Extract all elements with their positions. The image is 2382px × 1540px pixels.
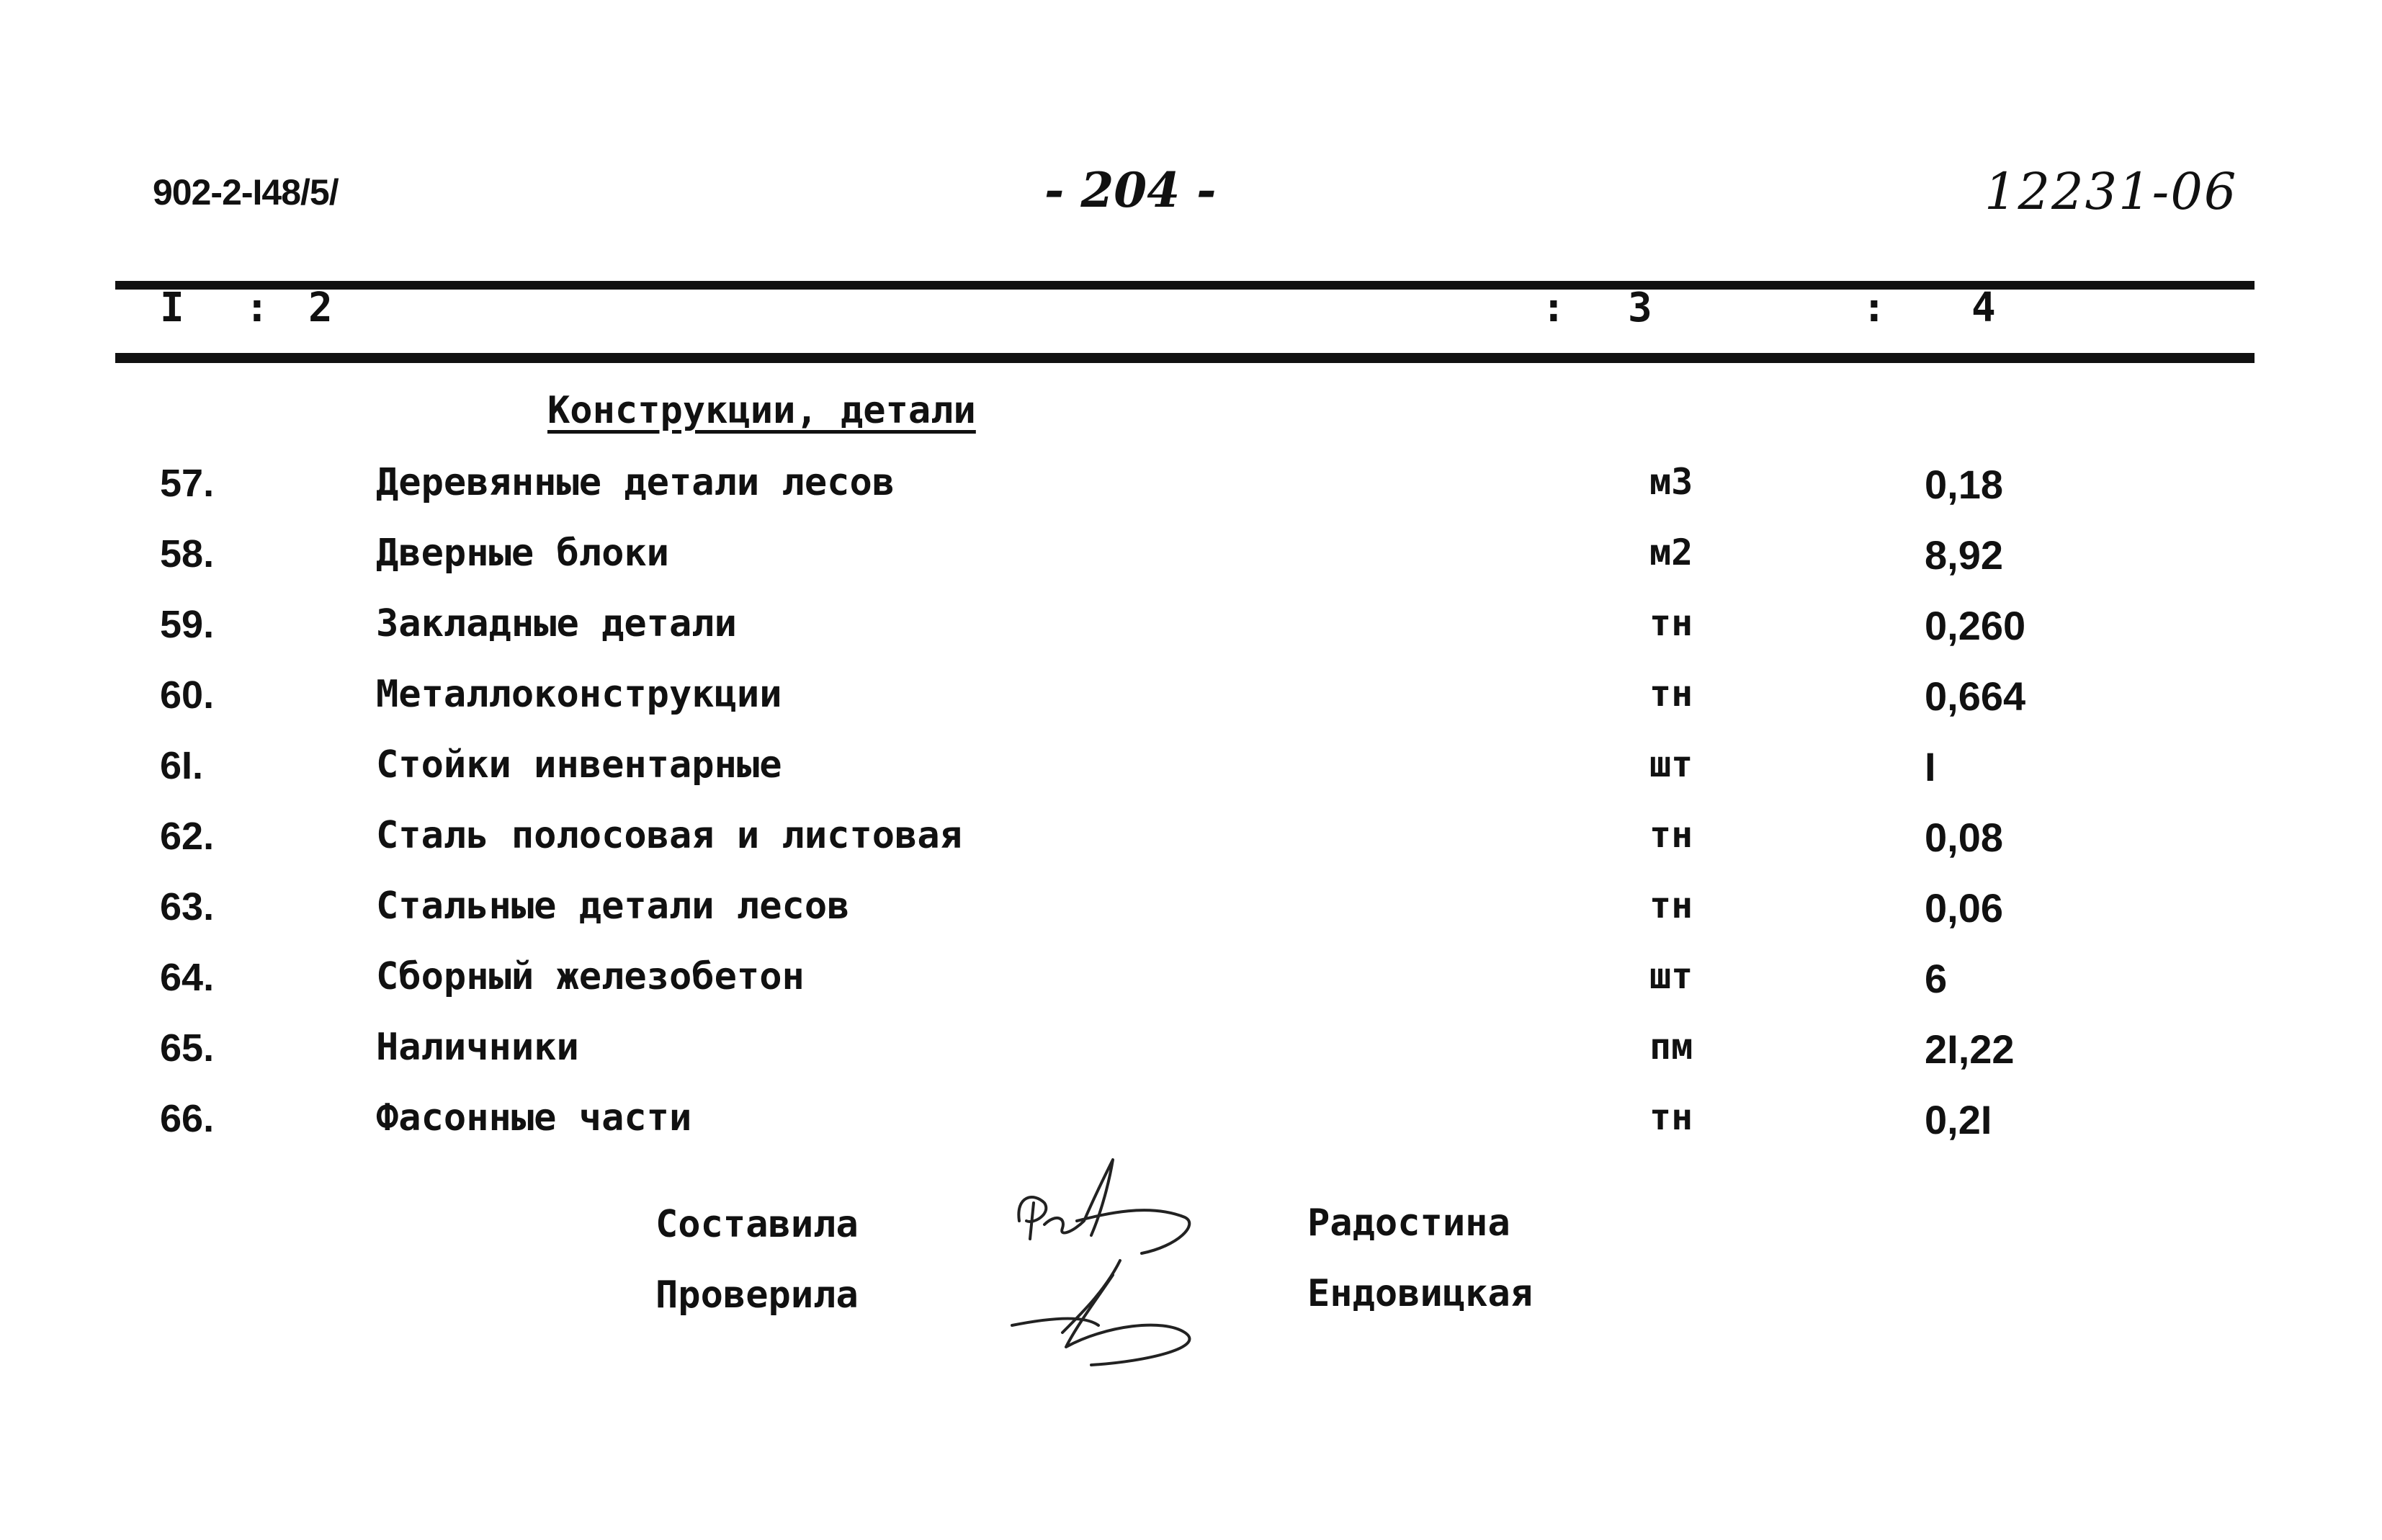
row-item-name: Стойки инвентарные bbox=[376, 743, 782, 787]
row-number: 6I. bbox=[160, 744, 204, 787]
row-item-name: Наличники bbox=[376, 1026, 579, 1069]
row-number: 60. bbox=[160, 673, 215, 717]
row-quantity: 0,664 bbox=[1925, 673, 2026, 719]
row-number: 62. bbox=[160, 815, 215, 858]
row-number: 59. bbox=[160, 603, 215, 646]
column-header-2: 2 bbox=[308, 285, 333, 331]
row-quantity: 0,2I bbox=[1925, 1097, 1992, 1142]
table-row bbox=[0, 743, 2382, 814]
column-separator: : bbox=[245, 285, 269, 331]
column-header-1: I bbox=[160, 285, 184, 331]
checked-by-label: Проверила bbox=[655, 1273, 859, 1317]
table-row bbox=[0, 673, 2382, 743]
row-unit: пм bbox=[1649, 1026, 1693, 1067]
row-unit: тн bbox=[1649, 814, 1693, 856]
row-quantity: 0,260 bbox=[1925, 603, 2026, 648]
row-number: 64. bbox=[160, 956, 215, 999]
table-row bbox=[0, 602, 2382, 673]
row-unit: тн bbox=[1649, 1096, 1693, 1138]
row-item-name: Фасонные части bbox=[376, 1096, 692, 1140]
row-quantity: 6 bbox=[1925, 956, 1948, 1001]
row-number: 65. bbox=[160, 1026, 215, 1070]
header-rule-top bbox=[115, 281, 2255, 290]
column-separator: : bbox=[1541, 285, 1566, 331]
column-header-4: 4 bbox=[1971, 285, 1996, 331]
header-rule-bottom bbox=[115, 353, 2255, 363]
row-item-name: Сталь полосовая и листовая bbox=[376, 814, 962, 857]
compiled-by-label: Составила bbox=[655, 1203, 859, 1246]
row-item-name: Металлоконструкции bbox=[376, 673, 782, 716]
table-row bbox=[0, 885, 2382, 955]
row-unit: шт bbox=[1649, 955, 1693, 997]
row-item-name: Дверные блоки bbox=[376, 532, 669, 575]
row-unit: м3 bbox=[1649, 461, 1693, 503]
page-number: - 204 - bbox=[1044, 162, 1217, 218]
row-item-name: Деревянные детали лесов bbox=[376, 461, 895, 504]
row-unit: тн bbox=[1649, 885, 1693, 926]
table-row bbox=[0, 814, 2382, 885]
row-quantity: 2I,22 bbox=[1925, 1026, 2015, 1072]
row-number: 57. bbox=[160, 462, 215, 505]
archive-number: 12231-06 bbox=[1984, 162, 2238, 221]
row-unit: шт bbox=[1649, 743, 1693, 785]
compiled-by-name: Радостина bbox=[1307, 1201, 1510, 1245]
row-unit: тн bbox=[1649, 602, 1693, 644]
section-title: Конструкции, детали bbox=[547, 389, 976, 432]
row-number: 58. bbox=[160, 532, 215, 576]
row-quantity: 0,18 bbox=[1925, 462, 2003, 507]
document-code: 902-2-I48/5/ bbox=[153, 172, 339, 212]
table-row bbox=[0, 955, 2382, 1026]
row-quantity: 0,06 bbox=[1925, 885, 2003, 931]
row-item-name: Закладные детали bbox=[376, 602, 737, 645]
column-header-3: 3 bbox=[1628, 285, 1652, 331]
row-item-name: Сборный железобетон bbox=[376, 955, 805, 998]
row-quantity: 8,92 bbox=[1925, 532, 2003, 578]
row-unit: тн bbox=[1649, 673, 1693, 715]
row-number: 63. bbox=[160, 885, 215, 928]
table-row bbox=[0, 532, 2382, 602]
handwritten-signatures bbox=[1005, 1152, 1243, 1376]
row-number: 66. bbox=[160, 1097, 215, 1140]
row-quantity: I bbox=[1925, 744, 1936, 789]
row-item-name: Стальные детали лесов bbox=[376, 885, 850, 928]
column-separator: : bbox=[1862, 285, 1886, 331]
row-quantity: 0,08 bbox=[1925, 815, 2003, 860]
checked-by-name: Ендовицкая bbox=[1307, 1272, 1533, 1315]
table-row bbox=[0, 1026, 2382, 1096]
row-unit: м2 bbox=[1649, 532, 1693, 573]
table-row bbox=[0, 461, 2382, 532]
